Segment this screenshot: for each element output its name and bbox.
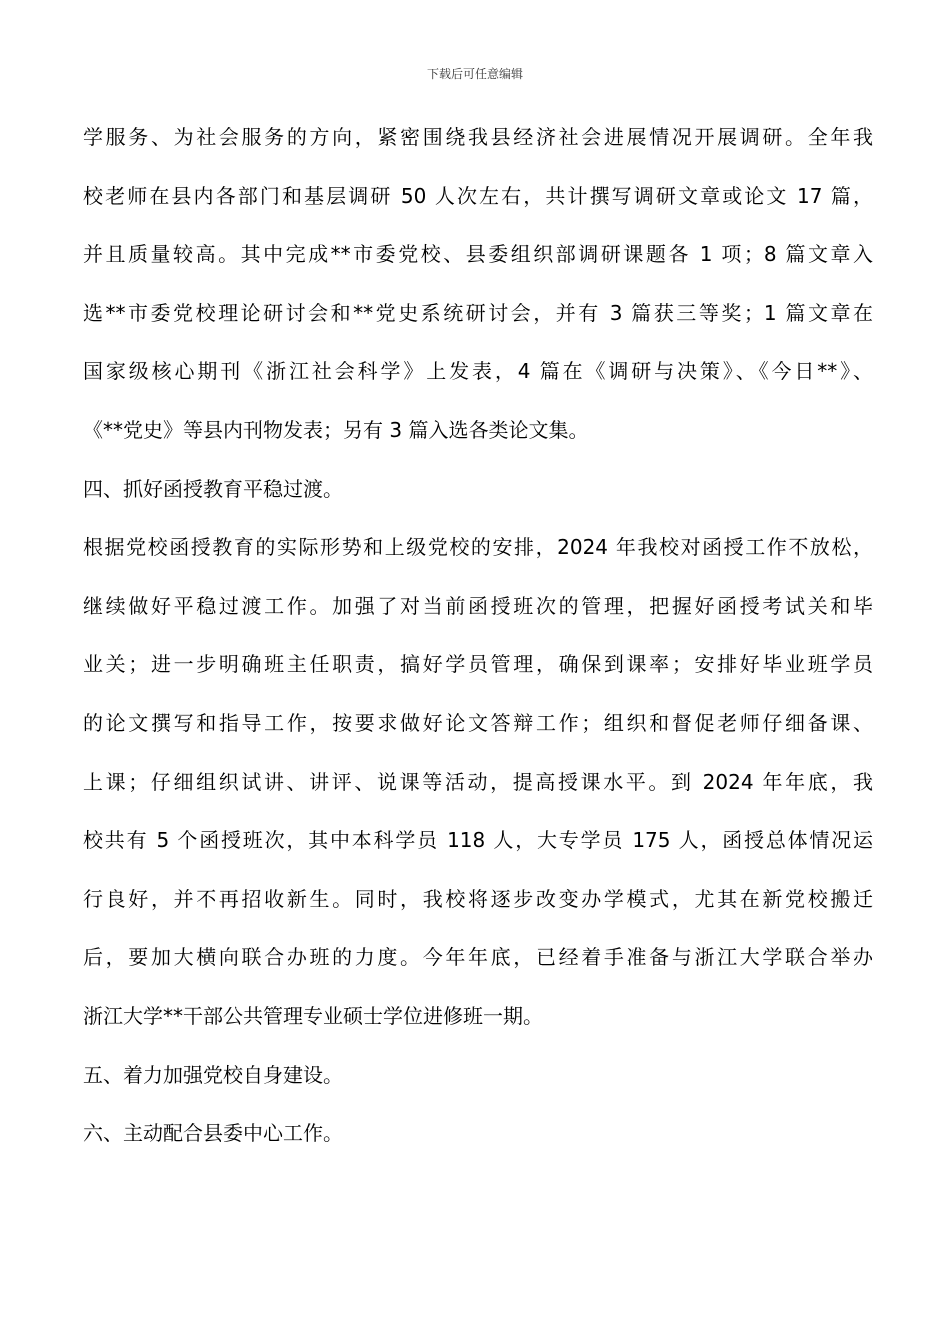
text-line: 业关；进一步明确班主任职责，搞好学员管理，确保到课率；安排好毕业班学员 bbox=[83, 652, 873, 677]
text-line: 国家级核心期刊《浙江社会科学》上发表，4 篇在《调研与决策》、《今日**》、 bbox=[83, 359, 873, 384]
text-line: 行良好，并不再招收新生。同时，我校将逐步改变办学模式，尤其在新党校搬迁 bbox=[83, 886, 873, 911]
heading-text: 四、抓好函授教育平稳过渡。 bbox=[83, 476, 343, 501]
text-line: 上课；仔细组织试讲、讲评、说课等活动，提高授课水平。到 2024 年年底，我 bbox=[83, 769, 873, 794]
text-line: 《**党史》等县内刊物发表；另有 3 篇入选各类论文集。 bbox=[83, 417, 589, 442]
section-heading-4 bbox=[83, 460, 873, 519]
page-header: 下载后可任意编辑 bbox=[426, 67, 523, 81]
text-line: 根据党校函授教育的实际形势和上级党校的安排，2024 年我校对函授工作不放松， bbox=[83, 535, 873, 560]
text-line: 校老师在县内各部门和基层调研 50 人次左右，共计撰写调研文章或论文 17 篇， bbox=[83, 183, 873, 208]
text-line: 浙江大学**干部公共管理专业硕士学位进修班一期。 bbox=[83, 1003, 543, 1028]
text-line: 并且质量较高。其中完成**市委党校、县委组织部调研课题各 1 项；8 篇文章入 bbox=[83, 242, 873, 267]
paragraph-research bbox=[83, 108, 873, 460]
heading-text: 五、着力加强党校自身建设。 bbox=[83, 1062, 343, 1087]
text-line: 校共有 5 个函授班次，其中本科学员 118 人，大专学员 175 人，函授总体情况运 bbox=[83, 828, 873, 853]
section-heading-5 bbox=[83, 1046, 873, 1105]
text-line: 的论文撰写和指导工作，按要求做好论文答辩工作；组织和督促老师仔细备课、 bbox=[83, 710, 873, 735]
section-heading-6 bbox=[83, 1104, 873, 1163]
paragraph-correspondence-education bbox=[83, 518, 873, 1045]
text-line: 后，要加大横向联合办班的力度。今年年底，已经着手准备与浙江大学联合举办 bbox=[83, 945, 873, 970]
text-line: 继续做好平稳过渡工作。加强了对当前函授班次的管理，把握好函授考试关和毕 bbox=[83, 593, 873, 618]
text-line: 选**市委党校理论研讨会和**党史系统研讨会，并有 3 篇获三等奖；1 篇文章在 bbox=[83, 300, 873, 325]
document-body bbox=[83, 108, 873, 1163]
text-line: 学服务、为社会服务的方向，紧密围绕我县经济社会进展情况开展调研。全年我 bbox=[83, 125, 873, 149]
heading-text: 六、主动配合县委中心工作。 bbox=[83, 1121, 343, 1146]
